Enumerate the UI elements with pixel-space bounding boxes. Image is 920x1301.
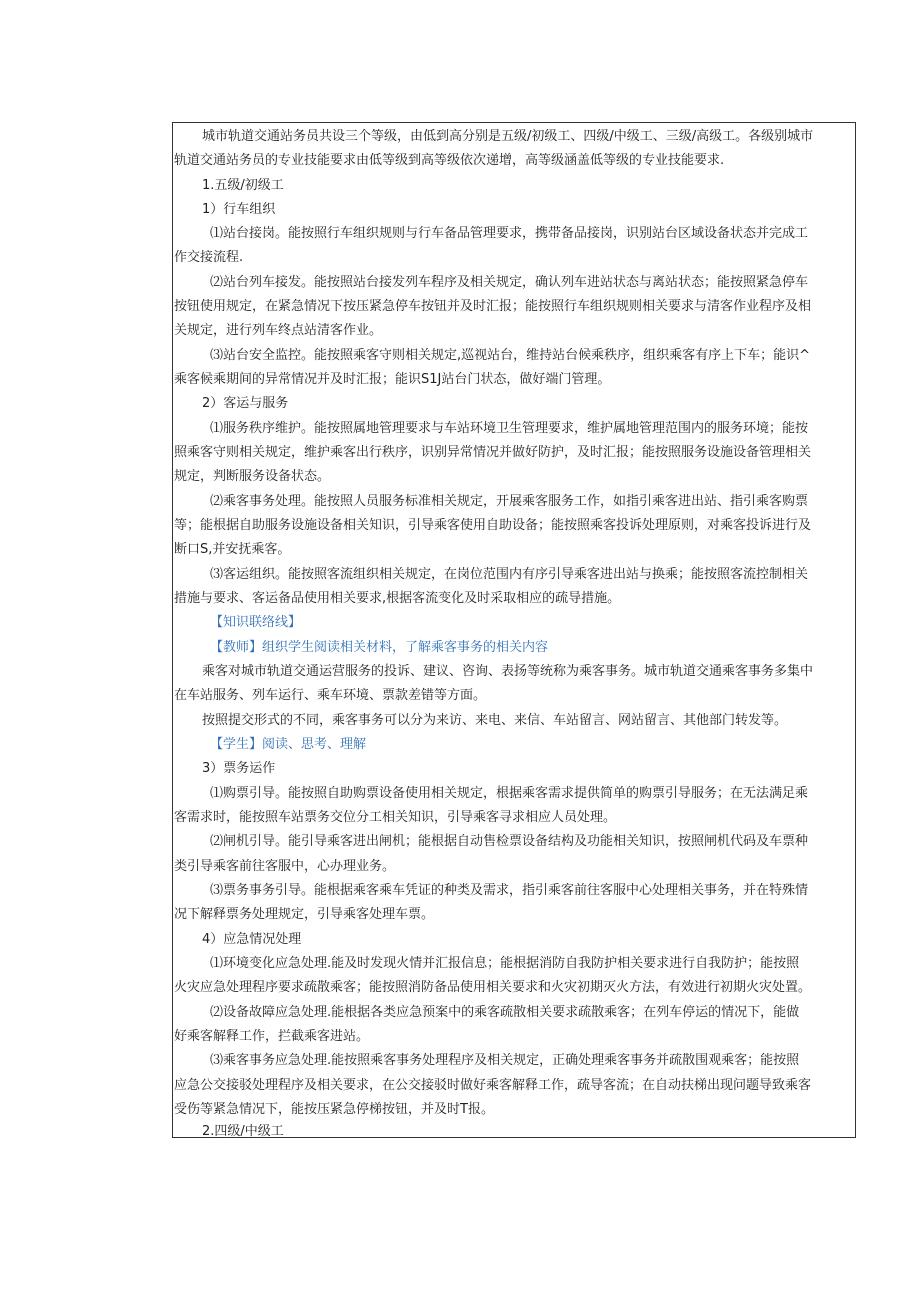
paragraph-line: ⑶站台安全监控。能按照乘客守则相关规定,巡视站台，维持站台候乘秩序，组织乘客有序上下车；能识^: [210, 348, 811, 363]
paragraph-line: 客需求时，能按照车站票务交位分工相关知识，引导乘客寻求相应人员处理。: [174, 810, 617, 825]
paragraph-line: 作交接流程.: [174, 250, 244, 265]
paragraph-line: ⑵站台列车接发。能按照站台接发列车程序及相关规定，确认列车进站状态与离站状态；能按照紧急停车: [210, 275, 809, 290]
student-note: 【学生】阅读、思考、理解: [210, 737, 367, 752]
paragraph-line: 按照提交形式的不同，乘客事务可以分为来访、来电、来信、车站留言、网站留言、其他部门转发等。: [202, 713, 788, 728]
paragraph-line: 况下解释票务处理规定，引导乘客处理车票。: [174, 907, 435, 922]
paragraph-line: 按钮使用规定，在紧急情况下按压紧急停车按钮并及时汇报；能按照行车组织规则相关要求与清客作业程序及相: [174, 299, 812, 314]
paragraph-line: 类引导乘客前往客服中，心办理业务。: [174, 859, 396, 874]
paragraph-line: ⑴服务秩序维护。能按照属地管理要求与车站环境卫生管理要求，维护属地管理范围内的服务环境；能按: [210, 421, 809, 436]
knowledge-link-label: 【知识联络线】: [210, 615, 302, 630]
paragraph-line: 城市轨道交通站务员共设三个等级，由低到高分别是五级/初级工、四级/中级工、三级/高级工。各级别城市: [202, 129, 814, 144]
paragraph-line: ⑵设备故障应急处理.能根据各类应急预案中的乘客疏散相关要求疏散乘客；在列车停运的情况下，能做: [210, 1005, 800, 1020]
paragraph-line: 应急公交接驳处理程序及相关要求，在公交接驳时做好乘客解释工作，疏导客流；在自动扶梯出现问题导致乘客: [174, 1078, 812, 1093]
paragraph-line: ⑵乘客事务处理。能按照人员服务标准相关规定，开展乘客服务工作，如指引乘客进出站、指引乘客购票: [210, 494, 809, 509]
paragraph-line: 措施与要求、客运备品使用相关要求,根据客流变化及时采取相应的疏导措施。: [174, 591, 621, 606]
paragraph-line: 关规定，进行列车终点站清客作业。: [174, 323, 383, 338]
subsection-heading: 4）应急情况处理: [202, 932, 302, 947]
paragraph-line: 乘客对城市轨道交通运营服务的投诉、建议、咨询、表扬等统称为乘客事务。城市轨道交通乘客事务多集中: [202, 664, 814, 679]
paragraph-line: 照乘客守则相关规定，维护乘客出行秩序，识别异常情况并做好防护，及时汇报；能按照服务设施设备管理相关: [174, 445, 812, 460]
paragraph-line: 乘客候乘期间的异常情况并及时汇报；能识S1J站台门状态，做好端门管理。: [174, 372, 611, 387]
paragraph-line: ⑵闸机引导。能引导乘客进出闸机；能根据自动售检票设备结构及功能相关知识，按照闸机代码及车票种: [210, 834, 809, 849]
paragraph-line: ⑴站台接岗。能按照行车组织规则与行车备品管理要求，携带备品接岗，识别站台区域设备状态并完成工: [210, 226, 809, 241]
subsection-heading: 2）客运与服务: [202, 396, 289, 411]
teacher-note: 【教师】组织学生阅读相关材料，了解乘客事务的相关内容: [210, 640, 549, 655]
subsection-heading: 3）票务运作: [202, 761, 276, 776]
paragraph-line: ⑶乘客事务应急处理.能按照乘客事务处理程序及相关规定，正确处理乘客事务并疏散围观乘客；能按照: [210, 1053, 800, 1068]
paragraph-line: ⑶票务事务引导。能根据乘客乘车凭证的种类及需求，指引乘客前往客服中心处理相关事务，并在特殊情: [210, 883, 809, 898]
paragraph-line: 好乘客解释工作，拦截乘客进站。: [174, 1029, 370, 1044]
paragraph-line: 规定，判断服务设备状态。: [174, 469, 331, 484]
paragraph-line: ⑴环境变化应急处理.能及时发现火情并汇报信息；能根据消防自我防护相关要求进行自我防护；能按照: [210, 956, 800, 971]
subsection-heading: 1）行车组织: [202, 202, 276, 217]
paragraph-line: 火灾应急处理程序要求疏散乘客；能按照消防备品使用相关要求和火灾初期灭火方法，有效进行初期火灾处置。: [174, 980, 812, 995]
paragraph-line: ⑴购票引导。能按照自助购票设备使用相关规定，根据乘客需求提供简单的购票引导服务；在无法满足乘: [210, 786, 809, 801]
paragraph-line: 轨道交通站务员的专业技能要求由低等级到高等级依次递增，高等级涵盖低等级的专业技能要求.: [174, 153, 725, 168]
paragraph-line: 断口S,并安抚乘客。: [174, 542, 291, 557]
section-heading: 1.五级/初级工: [202, 178, 284, 193]
paragraph-line: 等；能根据自助服务设施设备相关知识，引导乘客使用自助设备；能按照乘客投诉处理原则，对乘客投诉进行及: [174, 518, 812, 533]
paragraph-line: 受伤等紧急情况下，能按压紧急停梯按钮，并及时T报。: [174, 1102, 494, 1117]
paragraph-line: ⑶客运组织。能按照客流组织相关规定，在岗位范围内有序引导乘客进出站与换乘；能按照客流控制相关: [210, 567, 809, 582]
section-heading: 2.四级/中级工: [202, 1124, 284, 1139]
paragraph-line: 在车站服务、列车运行、乘车环境、票款差错等方面。: [174, 688, 487, 703]
